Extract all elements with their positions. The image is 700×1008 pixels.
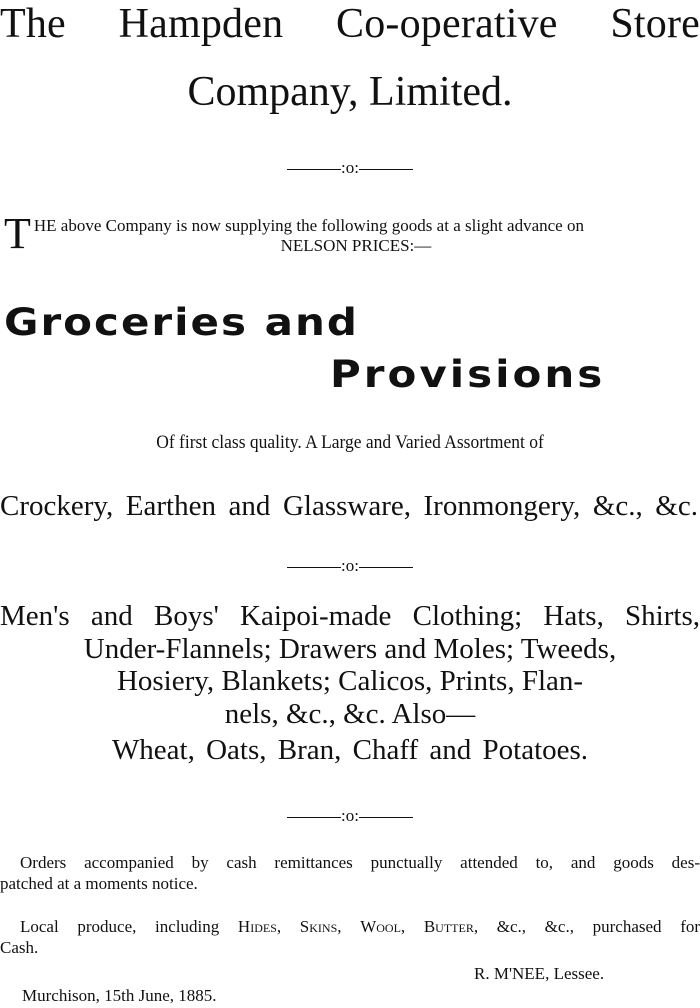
title-line-2: Company, Limited. — [187, 69, 513, 115]
local-produce-paragraph — [0, 916, 700, 958]
local-line-1: Local produce, including Hides, Skins, Wool, Butter, &c., &c., purchased for — [20, 917, 700, 936]
intro-line-1: HE above Company is now supplying the following goods at a slight advance on — [33, 216, 584, 235]
subhead: Of first class quality. A Large and Varied Assortment of — [156, 432, 544, 453]
item-wool: Wool — [360, 917, 401, 936]
separator-3 — [0, 806, 700, 826]
signature: R. M'NEE, Lessee. — [474, 964, 605, 983]
item-butter: Butter — [423, 917, 474, 936]
orders-line-1: Orders accompanied by cash remittances punctually attended to, and goods des- — [20, 853, 700, 872]
orders-line-2: patched at a moments notice. — [0, 874, 198, 893]
separator-mark: :o: — [341, 158, 359, 177]
separator-mark: :o: — [341, 806, 359, 825]
title-line-1: The Hampden Co-operative Store — [0, 1, 700, 47]
separator-mark: :o: — [341, 556, 359, 575]
dateline: Murchison, 15th June, 1885. — [22, 986, 217, 1005]
crockery-line: Crockery, Earthen and Glassware, Ironmongery, &c., &c. — [0, 490, 698, 522]
separator-1 — [0, 158, 700, 178]
drop-cap: T — [4, 209, 31, 258]
goods-line-2: Under-Flannels; Drawers and Moles; Tweeds, — [83, 632, 617, 665]
intro-paragraph — [4, 209, 698, 258]
goods-line-4: nels, &c., &c. Also— — [224, 697, 476, 730]
produce-line: Wheat, Oats, Bran, Chaff and Potatoes. — [111, 734, 589, 766]
local-line-2: Cash. — [0, 938, 39, 957]
item-hides: Hides — [237, 917, 277, 936]
intro-line-2: NELSON PRICES:— — [280, 236, 432, 255]
headline-provisions: Provisions — [330, 352, 606, 397]
goods-list — [0, 600, 700, 730]
goods-line-3: Hosiery, Blankets; Calicos, Prints, Flan- — [116, 665, 584, 697]
goods-line-1: Men's and Boys' Kaipoi-made Clothing; Hats, Shirts, — [0, 600, 700, 632]
separator-2 — [0, 556, 700, 576]
orders-paragraph — [0, 852, 700, 894]
headline-groceries: Groceries and — [4, 300, 359, 345]
item-skins: Skins — [299, 917, 338, 936]
